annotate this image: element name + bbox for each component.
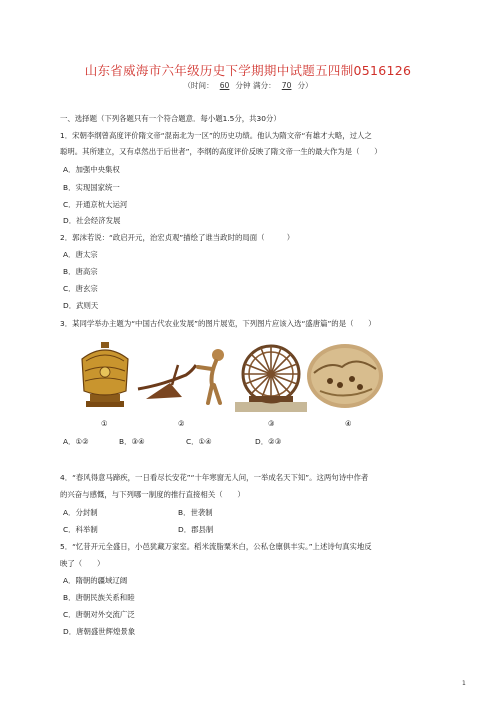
- page-title: 山东省威海市六年级历史下学期期中试题五四制0516126: [84, 63, 412, 78]
- q5-option-c: C．唐朝对外交流广泛: [63, 610, 135, 619]
- exam-info: [0, 80, 496, 91]
- q3-stem: 3．某同学举办主题为“中国古代农业发展”的图片展览，下列图片应该入选“盛唐篇”的是（ ）: [60, 319, 376, 328]
- q1-option-d: D．社会经济发展: [63, 216, 121, 225]
- q2-option-c: C．唐玄宗: [63, 284, 98, 293]
- section-heading: 一、选择题（下列各题只有一个符合题意．每小题1.5分，共30分）: [60, 114, 281, 123]
- time-value: 60: [219, 81, 230, 90]
- score-suffix: 分）: [297, 81, 313, 90]
- bronze-vessel-image: [76, 339, 134, 411]
- q5-option-b: B．唐朝民族关系和睦: [63, 593, 135, 602]
- q1-stem-line2: 聪明。其所建立，又有卓然出于后世者”，李纲的高度评价反映了隋文帝一生的最大作为是（ ）: [60, 147, 382, 156]
- q4-stem-line2: 的兴奋与感慨，与下列哪一制度的推行直接相关（ ）: [60, 490, 245, 499]
- picture-label-4: ④: [345, 419, 352, 428]
- q4-option-c: C．科举制: [63, 525, 98, 534]
- q2-option-d: D．武则天: [63, 301, 99, 310]
- picture-label-1: ①: [101, 419, 108, 428]
- time-label: （时间：: [183, 81, 214, 90]
- picture-label-3: ③: [268, 419, 275, 428]
- plough-image: [132, 345, 232, 409]
- q4-option-b: B．世袭制: [178, 508, 213, 517]
- q4-option-a: A．分封制: [63, 508, 98, 517]
- score-value: 70: [281, 81, 292, 90]
- q3-option-d: D．②③: [255, 437, 282, 446]
- q4-option-d: D．郡县制: [178, 525, 214, 534]
- q5-stem-line2: 映了（ ）: [60, 559, 105, 568]
- picture-label-2: ②: [178, 419, 185, 428]
- q3-option-b: B．③④: [119, 437, 145, 446]
- painting-image: [306, 343, 384, 409]
- score-label: 分钟 满分：: [235, 81, 276, 90]
- q1-stem-line1: 1．宋朝李纲曾高度评价隋文帝“混南北为一区”的历史功绩。他认为隋文帝“有雄才大略，过人之: [60, 131, 372, 140]
- page-number: 1: [462, 680, 466, 687]
- water-wheel-image: [235, 342, 307, 412]
- q5-option-d: D．唐朝盛世辉煌景象: [63, 627, 136, 636]
- q1-option-b: B．实现国家统一: [63, 183, 120, 192]
- q2-stem: 2．郭沫若说：“政启开元，治宏贞观”描绘了谁当政时的局面（ ）: [60, 233, 295, 242]
- q5-stem-line1: 5．“忆昔开元全盛日，小邑犹藏万家室。稻米流脂粟米白，公私仓廪俱丰实。”上述诗句真实地反: [60, 542, 372, 551]
- q2-option-b: B．唐高宗: [63, 267, 98, 276]
- q1-option-a: A．加强中央集权: [63, 165, 120, 174]
- q4-stem-line1: 4．“春风得意马蹄疾，一日看尽长安花”“十年寒窗无人问，一举成名天下知”。这两句诗中作者: [60, 473, 369, 482]
- q2-option-a: A．唐太宗: [63, 250, 98, 259]
- q5-option-a: A．隋朝的疆域辽阔: [63, 576, 128, 585]
- q1-option-c: C．开通京杭大运河: [63, 200, 128, 209]
- q3-option-a: A．①②: [63, 437, 89, 446]
- q3-option-c: C．①④: [186, 437, 212, 446]
